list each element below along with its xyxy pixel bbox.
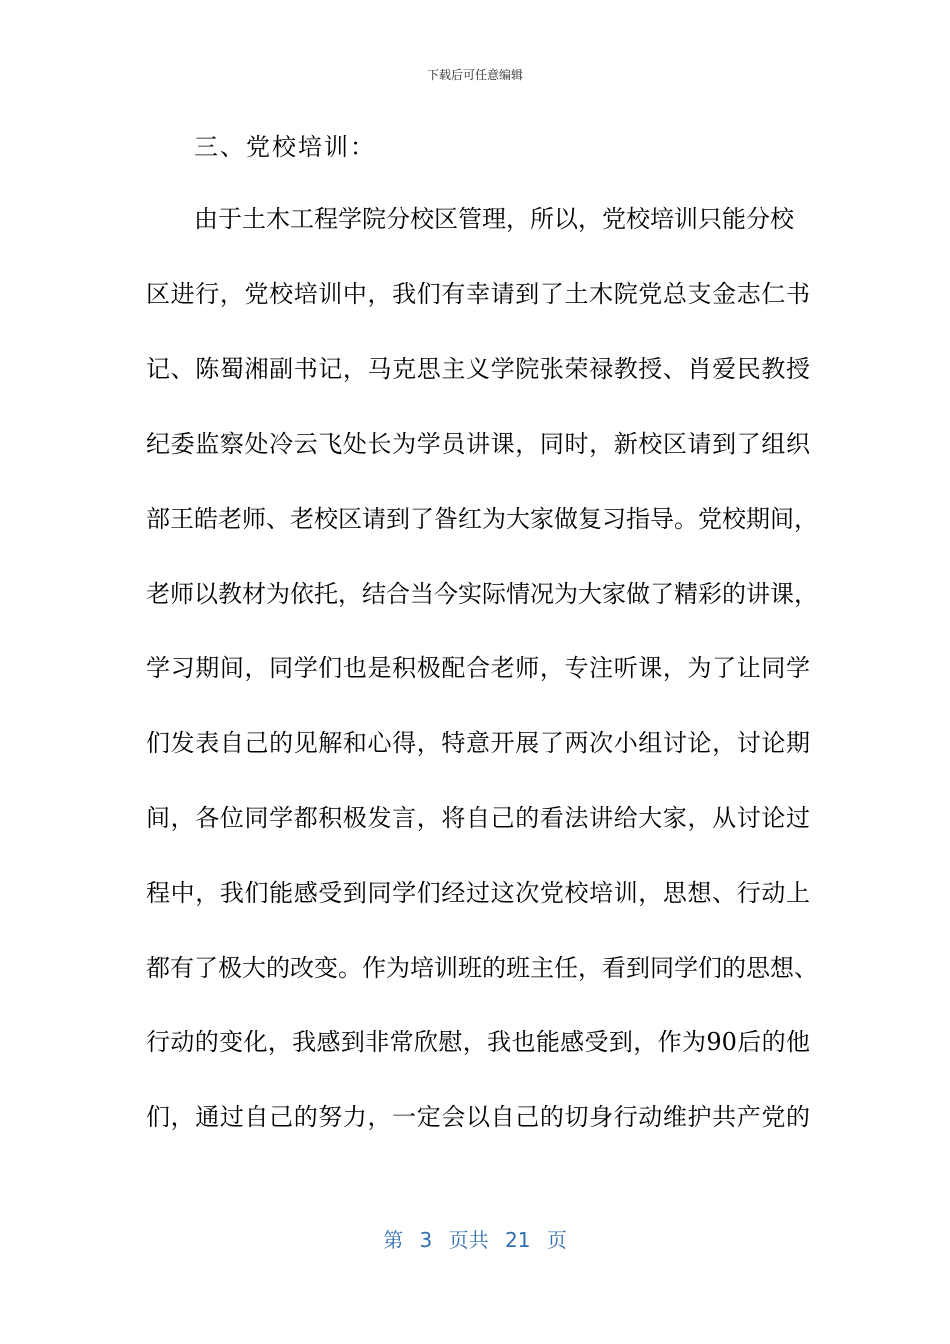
page-number-footer bbox=[0, 1224, 950, 1253]
body-line: 部王皓老师、老校区请到了昝红为大家做复习指导。党校期间， bbox=[146, 505, 818, 533]
page-header: 下载后可任意编辑 bbox=[426, 68, 523, 82]
body-line: 程中，我们能感受到同学们经过这次党校培训，思想、行动上 bbox=[146, 879, 810, 907]
body-line: 们发表自己的见解和心得，特意开展了两次小组讨论，讨论期 bbox=[146, 729, 810, 757]
footer-label-end: 页 bbox=[546, 1228, 567, 1252]
body-line: 间，各位同学都积极发言，将自己的看法讲给大家，从讨论过 bbox=[146, 804, 810, 832]
body-line: 学习期间，同学们也是积极配合老师，专注听课，为了让同学 bbox=[146, 654, 810, 682]
current-page-number: 3 bbox=[419, 1228, 433, 1252]
body-line: 记、陈蜀湘副书记，马克思主义学院张荣禄教授、肖爱民教授 bbox=[146, 355, 810, 383]
footer-label-page: 第 bbox=[383, 1228, 404, 1252]
body-line: 们，通过自己的努力，一定会以自己的切身行动维护共产党的 bbox=[146, 1103, 810, 1131]
body-line: 行动的变化，我感到非常欣慰，我也能感受到，作为90后的他 bbox=[146, 1028, 810, 1056]
body-line: 区进行，党校培训中，我们有幸请到了土木院党总支金志仁书 bbox=[146, 280, 810, 308]
section-heading: 三、党校培训： bbox=[194, 133, 376, 161]
body-line: 纪委监察处冷云飞处长为学员讲课，同时，新校区请到了组织 bbox=[146, 430, 810, 458]
body-line: 老师以教材为依托，结合当今实际情况为大家做了精彩的讲课， bbox=[146, 580, 818, 608]
body-line: 由于土木工程学院分校区管理，所以，党校培训只能分校 bbox=[194, 205, 794, 233]
footer-label-of: 页共 bbox=[448, 1228, 489, 1252]
body-line: 都有了极大的改变。作为培训班的班主任，看到同学们的思想、 bbox=[146, 954, 818, 982]
total-pages-number: 21 bbox=[505, 1228, 531, 1252]
